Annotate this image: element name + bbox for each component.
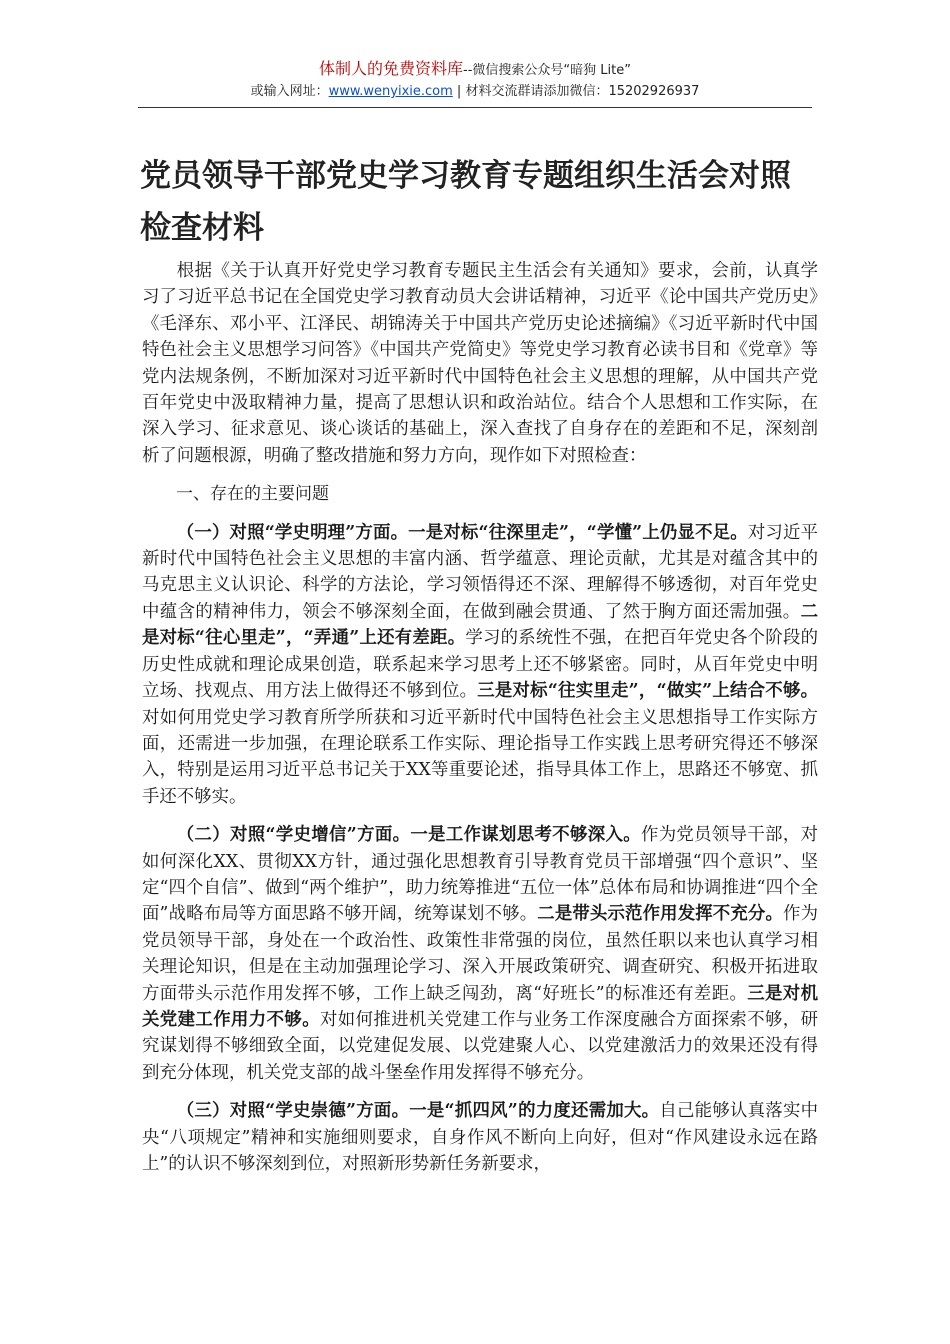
header-line-2 bbox=[0, 82, 950, 102]
intro-paragraph: 根据《关于认真开好党史学习教育专题民主生活会有关通知》要求，会前，认真学习了习近平总书记在全国党史学习教育动员大会讲话精神，习近平《论中国共产党历史》《毛泽东、邓小平、江泽民、胡锦涛关于中国共产党历史论述摘编》《习近平新时代中国特色社会主义思想学习问答》《中国共产党简史》等党史学习教育必读书目和《党章》等党内法规条例，不断加深对习近平新时代中国特色社会主义思想的理解，从中国共产党百年党史中汲取精神力量，提高了思想认识和政治站位。结合个人思想和工作实际，在深入学习、征求意见、谈心谈话的基础上，深入查找了自身存在的差距和不足，深刻剖析了问题根源，明确了整改措施和努力方向，现作如下对照检查： bbox=[142, 261, 818, 466]
section-heading-1: 一、存在的主要问题 bbox=[176, 484, 329, 505]
body-text: 自己能够认真落实中央“八项规定”精神和实施细则要求，自身作风不断向上向好，但对“作风建设永远在路上”的认识不够深刻到位，对照新形势新任务新要求， bbox=[142, 1101, 818, 1174]
header-url-label: 或输入网址： bbox=[250, 84, 329, 99]
body-text: 对习近平新时代中国特色社会主义思想的丰富内涵、哲学蕴意、理论贡献，尤其是对蕴含其中的马克思主义认识论、科学的方法论，学习领悟得还不深、理解得不够透彻，对百年党史中蕴含的精神伟力，领会不够深刻全面，在做到融会贯通、了然于胸方面还需加强。 bbox=[142, 522, 818, 622]
header-contact: | 材料交流群请添加微信：15202926937 bbox=[452, 84, 700, 99]
body-text: 对如何推进机关党建工作与业务工作深度融合方面探索不够，研究谋划得不够细致全面，以党建促发展、以党建聚人心、以党建激活力的效果还没有得到充分体现，机关党支部的战斗堡垒作用发挥得不够充分。 bbox=[142, 1009, 818, 1083]
body-text: 对如何用党史学习教育所学所获和习近平新时代中国特色社会主义思想指导工作实际方面，还需进一步加强，在理论联系工作实际、理论指导工作实践上思考研究得还不够深入，特别是运用习近平总书记关于XX等重要论述，指导具体工作上，思路还不够宽、抓手还不够实。 bbox=[142, 707, 818, 807]
bold-lead-3: 三是对机关党建工作用力不够。 bbox=[142, 983, 818, 1030]
body-text: 作为党员领导干部，对如何深化XX、贯彻XX方针，通过强化思想教育引导教育党员干部增强“四个意识”、坚定“四个自信”、做到“两个维护”，助力统筹推进“五位一体”总体布局和协调推进“四个全面”战略布局等方面思路不够开阔，统筹谋划不够。 bbox=[142, 825, 818, 925]
paragraph-xueshi-mingli bbox=[142, 520, 818, 810]
bold-lead-1: （一）对照“学史明理”方面。一是对标“往深里走”，“学懂”上仍显不足。 bbox=[176, 522, 748, 543]
page-header bbox=[0, 58, 950, 102]
body-text: 作为党员领导干部，身处在一个政治性、政策性非常强的岗位，虽然任职以来也认真学习相关理论知识，但是在主动加强理论学习、深入开展政策研究、调查研究、积极开拓进取方面带头示范作用发挥不够，工作上缺乏闯劲，离“好班长”的标准还有差距。 bbox=[142, 904, 818, 1004]
bold-lead-1: （二）对照“学史增信”方面。一是工作谋划思考不够深入。 bbox=[176, 825, 641, 846]
paragraph-xueshi-zengxin bbox=[142, 822, 818, 1086]
bold-lead-2: 二是带头示范作用发挥不充分。 bbox=[537, 904, 784, 925]
header-line-1 bbox=[0, 58, 950, 82]
bold-lead-2: 二是对标“往心里走”，“弄通”上还有差距。 bbox=[142, 601, 818, 649]
bold-lead-3: 三是对标“往实里走”，“做实”上结合不够。 bbox=[477, 681, 818, 702]
header-suffix: --微信搜索公众号“暗狗 Lite” bbox=[463, 63, 631, 78]
header-divider bbox=[138, 107, 812, 108]
body-text: 学习的系统性不强，在把百年党史各个阶段的历史性成就和理论成果创造，联系起来学习思考上还不够紧密。同时，从百年党史中明立场、找观点、用方法上做得还不够到位。 bbox=[142, 628, 818, 702]
document-body bbox=[142, 258, 818, 1177]
header-brand: 体制人的免费资料库 bbox=[319, 59, 464, 78]
paragraph-xueshi-chongde bbox=[142, 1098, 818, 1177]
bold-lead-1: （三）对照“学史崇德”方面。一是“抓四风”的力度还需加大。 bbox=[176, 1101, 660, 1122]
document-title: 党员领导干部党史学习教育专题组织生活会对照检查材料 bbox=[140, 158, 791, 246]
header-url-link[interactable]: www.wenyixie.com bbox=[328, 84, 453, 99]
